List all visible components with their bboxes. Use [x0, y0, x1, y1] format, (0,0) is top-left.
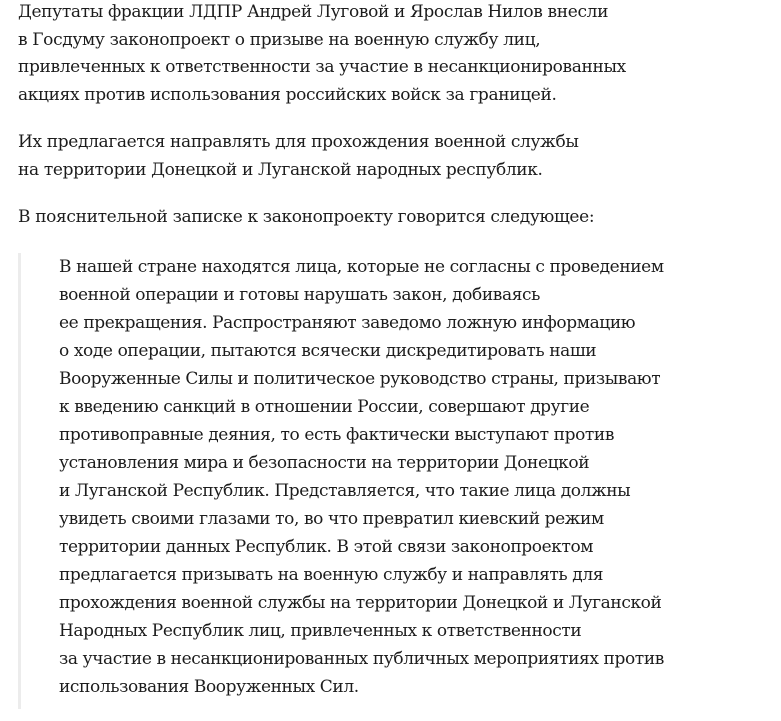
quote-line: противоправные деяния, то есть фактически выступают против	[59, 425, 615, 445]
quote-line: и Луганской Республик. Представляется, что такие лица должны	[59, 481, 631, 501]
blockquote	[18, 253, 678, 709]
quote-line: В нашей стране находятся лица, которые не согласны с проведением	[59, 257, 664, 277]
quote-line: Вооруженные Силы и политическое руководство страны, призывают	[59, 369, 661, 389]
text-line: В пояснительной записке к законопроекту говорится следующее:	[18, 207, 595, 227]
quote-line: за участие в несанкционированных публичных мероприятиях против	[59, 649, 664, 669]
quote-line: предлагается призывать на военную службу и направлять для	[59, 565, 604, 585]
quote-line: использования Вооруженных Сил.	[59, 677, 359, 697]
quote-line: Народных Республик лиц, привлеченных к ответственности	[59, 621, 582, 641]
text-line: Их предлагается направлять для прохождения военной службы	[18, 132, 579, 152]
quote-line: военной операции и готовы нарушать закон, добиваясь	[59, 285, 540, 305]
text-line: на территории Донецкой и Луганской народных республик.	[18, 159, 543, 180]
quote-line: ее прекращения. Распространяют заведомо ложную информацию	[59, 313, 636, 333]
article-paragraph-1	[18, 0, 626, 109]
quote-line: увидеть своими глазами то, во что превратил киевский режим	[59, 509, 604, 529]
quote-line: установления мира и безопасности на территории Донецкой	[59, 453, 590, 473]
text-line: в Госдуму законопроект о призыве на военную службу лиц,	[18, 29, 541, 50]
quote-line: прохождения военной службы на территории Донецкой и Луганской	[59, 593, 662, 613]
article-paragraph-3	[18, 204, 594, 232]
text-line: привлеченных к ответственности за участие в несанкционированных	[18, 57, 626, 78]
quote-line: о ходе операции, пытаются всячески дискредитировать наши	[59, 341, 597, 361]
quote-text	[59, 253, 664, 701]
text-line: акциях против использования российских войск за границей.	[18, 84, 557, 105]
quote-line: территории данных Республик. В этой связи законопроектом	[59, 537, 594, 557]
article-paragraph-2	[18, 129, 579, 184]
quote-line: к введению санкций в отношении России, совершают другие	[59, 397, 590, 417]
text-line: Депутаты фракции ЛДПР Андрей Луговой и Ярослав Нилов внесли	[18, 2, 609, 22]
